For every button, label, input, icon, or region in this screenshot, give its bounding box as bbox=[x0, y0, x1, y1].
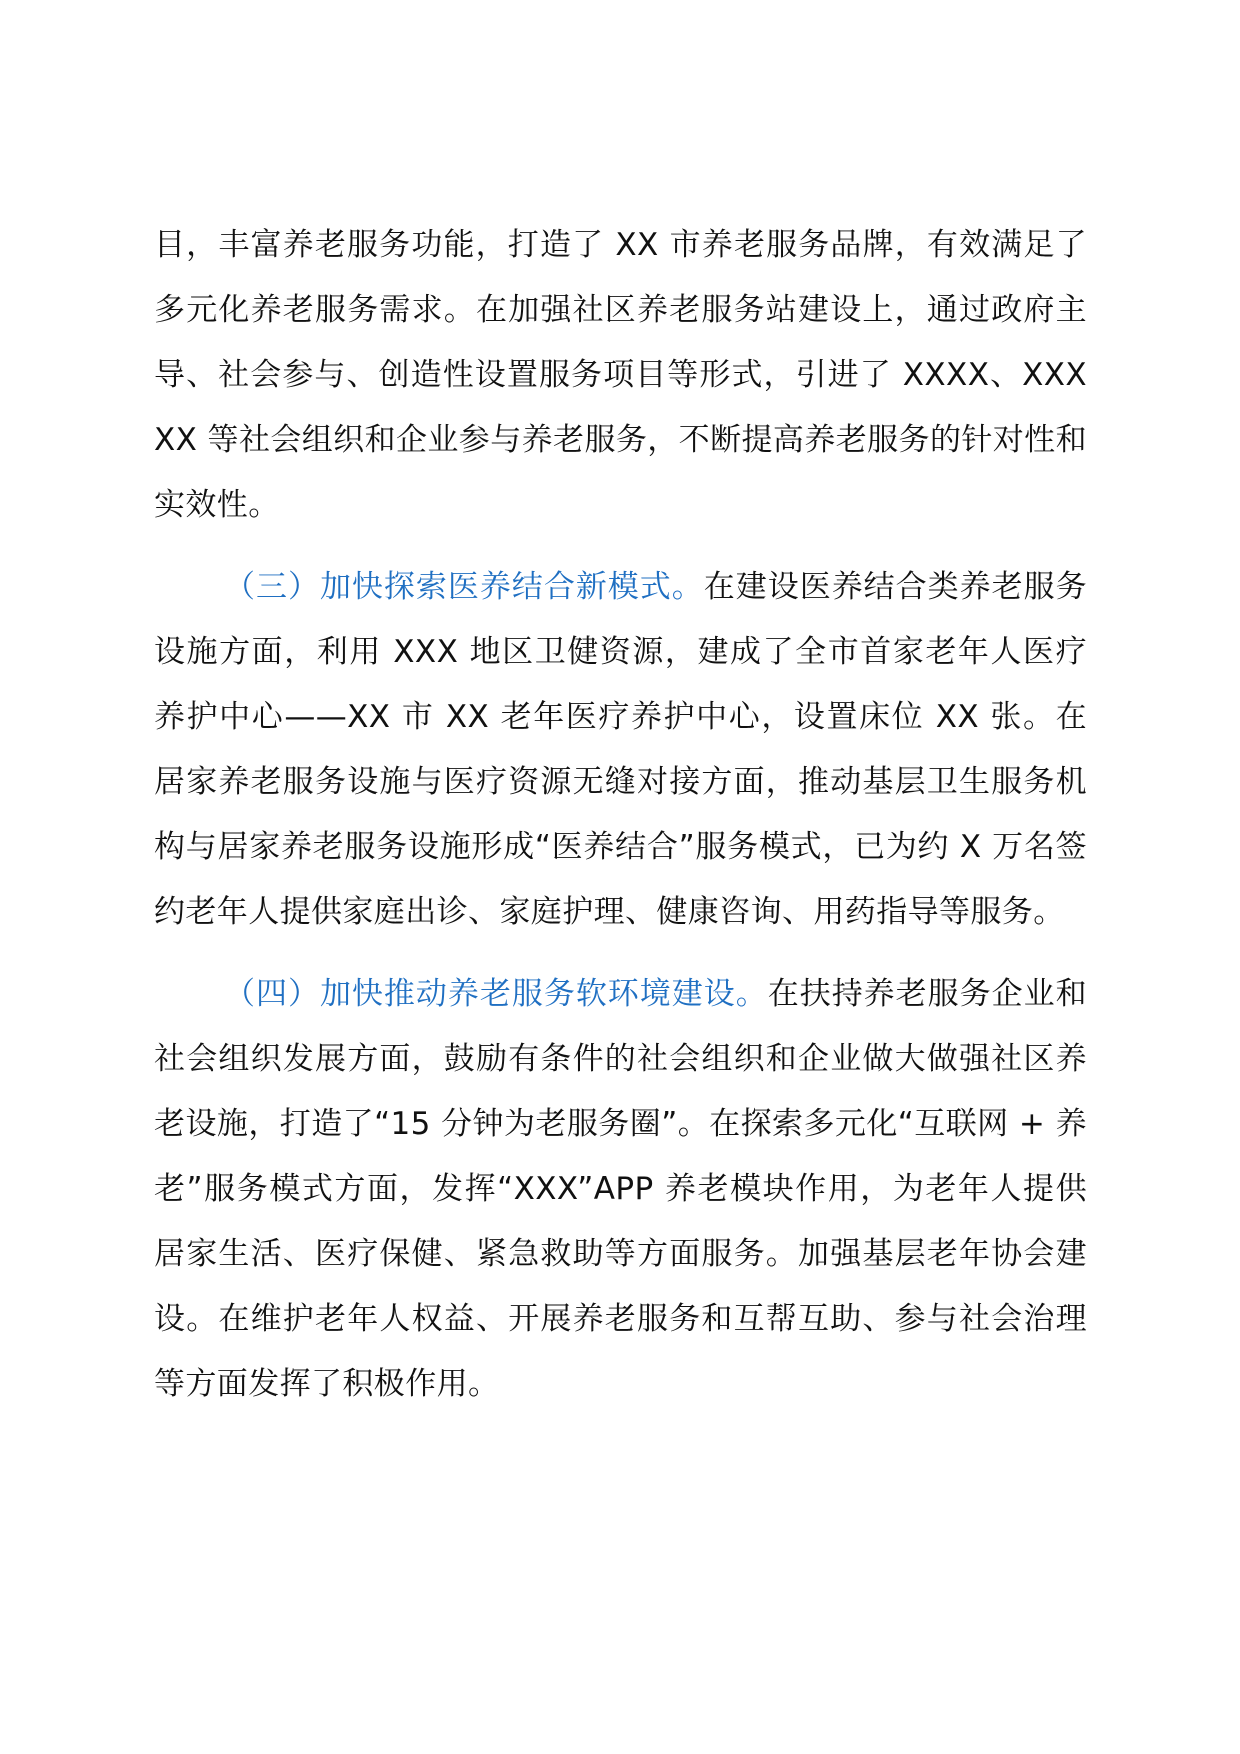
document-body bbox=[154, 213, 1087, 1417]
paragraph-continuation: 目，丰富养老服务功能，打造了 XX 市养老服务品牌，有效满足了多元化养老服务需求。在加强社区养老服务站建设上，通过政府主导、社会参与、创造性设置服务项目等形式，引进了 XXXX、XXXXX 等社会组织和企业参与养老服务，不断提高养老服务的针对性和实效性。 bbox=[154, 227, 1087, 523]
section-4-heading: （四）加快推动养老服务软环境建设。 bbox=[224, 976, 768, 1012]
section-3-body: 在建设医养结合类养老服务设施方面，利用 XXX 地区卫健资源，建成了全市首家老年人医疗养护中心——XX 市 XX 老年医疗养护中心，设置床位 XX 张。在居家养老服务设施与医疗资源无缝对接方面，推动基层卫生服务机构与居家养老服务设施形成“医养结合”服务模式，已为约 X 万名签约老年人提供家庭出诊、家庭护理、健康咨询、用药指导等服务。 bbox=[154, 569, 1087, 930]
section-3-paragraph bbox=[154, 555, 1087, 945]
section-4-paragraph bbox=[154, 962, 1087, 1417]
section-4-body: 在扶持养老服务企业和社会组织发展方面，鼓励有条件的社会组织和企业做大做强社区养老设施，打造了“15 分钟为老服务圈”。在探索多元化“互联网 + 养老”服务模式方面，发挥“XXX”APP 养老模块作用，为老年人提供居家生活、医疗保健、紧急救助等方面服务。加强基层老年协会建设。在维护老年人权益、开展养老服务和互帮互助、参与社会治理等方面发挥了积极作用。 bbox=[154, 976, 1087, 1402]
section-3-heading: （三）加快探索医养结合新模式。 bbox=[224, 569, 704, 605]
